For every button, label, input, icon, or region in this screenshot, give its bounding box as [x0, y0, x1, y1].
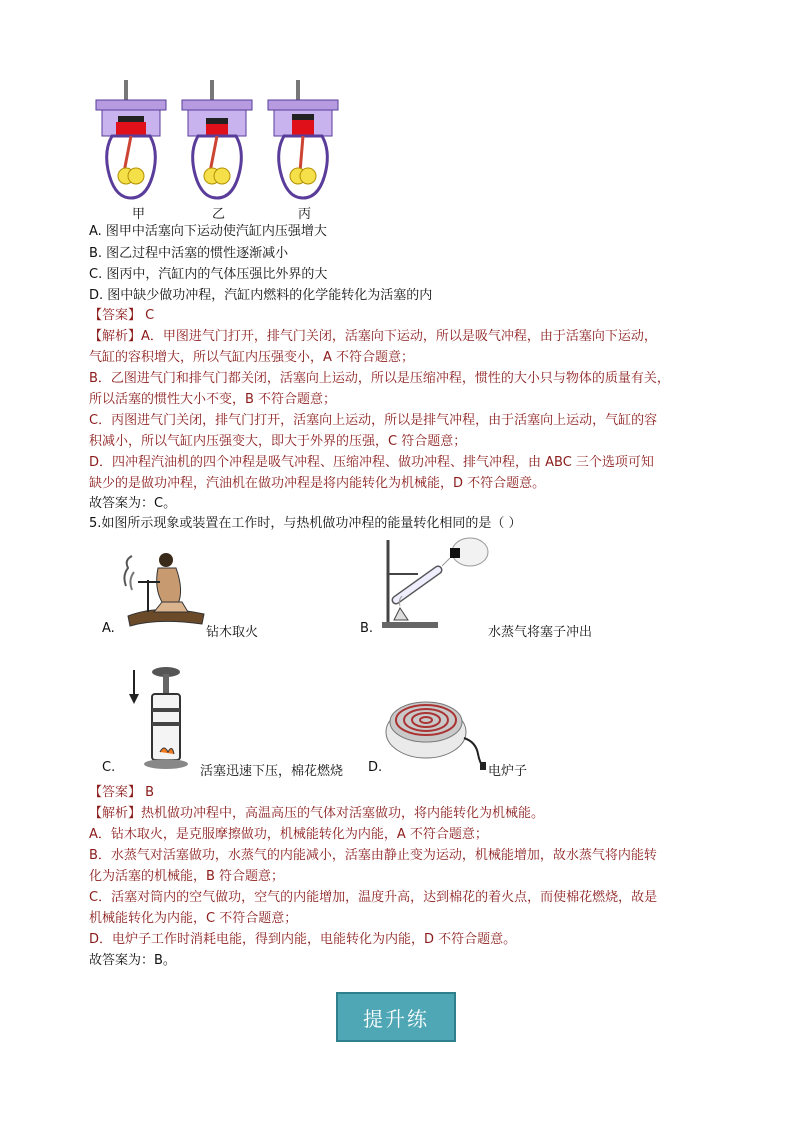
q5-option-d-letter: D. [368, 760, 383, 775]
analysis-tag: 【解析】 [89, 329, 142, 344]
q4-analysis-line-3: B．乙图进气门和排气门都关闭，活塞向上运动，所以是压缩冲程，惯性的大小只与物体的质量有关， [89, 371, 670, 386]
q5-analysis-line-2: A．钻木取火，是克服摩擦做功，机械能转化为内能，A 不符合题意； [89, 827, 488, 842]
engine-label-yi: 乙 [212, 207, 226, 222]
q4-option-c: C. 图丙中，汽缸内的气体压强比外界的大 [89, 267, 328, 282]
engine-diagram-3 [268, 80, 338, 198]
engine-strokes-figure [94, 80, 354, 220]
steam-stopper-image [378, 534, 490, 632]
answer-tag: 【答案】 [89, 308, 142, 323]
q5-option-a-letter: A. [102, 621, 115, 636]
piston-compress-image [126, 664, 194, 772]
engine-label-jia: 甲 [132, 207, 146, 222]
q5-analysis-line-1 [89, 804, 544, 824]
q5-analysis-line-4: 化为活塞的机械能，B 符合题意； [89, 869, 285, 884]
q5-analysis-line-5: C．活塞对筒内的空气做功，空气的内能增加，温度升高，达到棉花的着火点，而使棉花燃烧，故是 [89, 890, 658, 905]
q5-question: 5.如图所示现象或装置在工作时，与热机做功冲程的能量转化相同的是（ ） [89, 516, 522, 531]
engine-diagram-1 [96, 80, 166, 198]
q4-answer [89, 306, 154, 326]
q5-analysis-line-7: D．电炉子工作时消耗电能，得到内能，电能转化为内能，D 不符合题意。 [89, 932, 517, 947]
q5-option-a-caption: 钻木取火 [206, 625, 259, 640]
q5-option-c-letter: C. [102, 760, 116, 775]
answer-tag: 【答案】 [89, 785, 142, 800]
q5-option-c-caption: 活塞迅速下压，棉花燃烧 [200, 764, 344, 779]
q5-option-b-letter: B. [360, 621, 374, 636]
analysis-text: 热机做功冲程中，高温高压的气体对活塞做功，将内能转化为机械能。 [141, 806, 545, 821]
q4-analysis-line-6: 积减小，所以气缸内压强变大，即大于外界的压强，C 符合题意； [89, 434, 467, 449]
q4-analysis-line-8: 缺少的是做功冲程，汽油机在做功冲程是将内能转化为机械能，D 不符合题意。 [89, 476, 546, 491]
drill-wood-fire-image [118, 546, 208, 628]
q4-analysis-line-2: 气缸的容积增大，所以气缸内压强变小，A 不符合题意； [89, 350, 415, 365]
answer-value: B [145, 785, 155, 800]
q4-conclusion: 故答案为：C。 [89, 496, 177, 511]
q4-analysis-line-1 [89, 327, 657, 347]
q4-option-a: A. 图甲中活塞向下运动使汽缸内压强增大 [89, 224, 327, 239]
answer-value: C [145, 308, 155, 323]
analysis-tag: 【解析】 [89, 806, 142, 821]
q4-option-d: D. 图中缺少做功冲程，汽缸内燃料的化学能转化为活塞的内 [89, 288, 433, 303]
electric-stove-image [384, 692, 488, 772]
q5-analysis-line-6: 机械能转化为内能，C 不符合题意； [89, 911, 298, 926]
q4-option-b: B. 图乙过程中活塞的惯性逐渐减小 [89, 246, 289, 261]
engine-diagram-2 [182, 80, 252, 198]
engine-label-bing: 丙 [298, 207, 312, 222]
q5-option-d-caption: 电炉子 [488, 764, 528, 779]
advanced-practice-button[interactable]: 提升练 [336, 992, 456, 1042]
q4-analysis-line-7: D．四冲程汽油机的四个冲程是吸气冲程、压缩冲程、做功冲程、排气冲程，由 ABC 三个选项可知 [89, 455, 654, 470]
q4-analysis-line-5: C．丙图进气门关闭，排气门打开，活塞向上运动，所以是排气冲程，由于活塞向上运动，气缸的容 [89, 413, 658, 428]
q4-analysis-line-4: 所以活塞的惯性大小不变，B 不符合题意； [89, 392, 337, 407]
analysis-text: A．甲图进气门打开，排气门关闭，活塞向下运动，所以是吸气冲程，由于活塞向下运动， [141, 329, 657, 344]
q5-answer [89, 783, 154, 803]
q5-conclusion: 故答案为：B。 [89, 953, 176, 968]
q5-option-b-caption: 水蒸气将塞子冲出 [488, 625, 593, 640]
q5-analysis-line-3: B．水蒸气对活塞做功，水蒸气的内能减小，活塞由静止变为运动，机械能增加，故水蒸气将内能转 [89, 848, 657, 863]
